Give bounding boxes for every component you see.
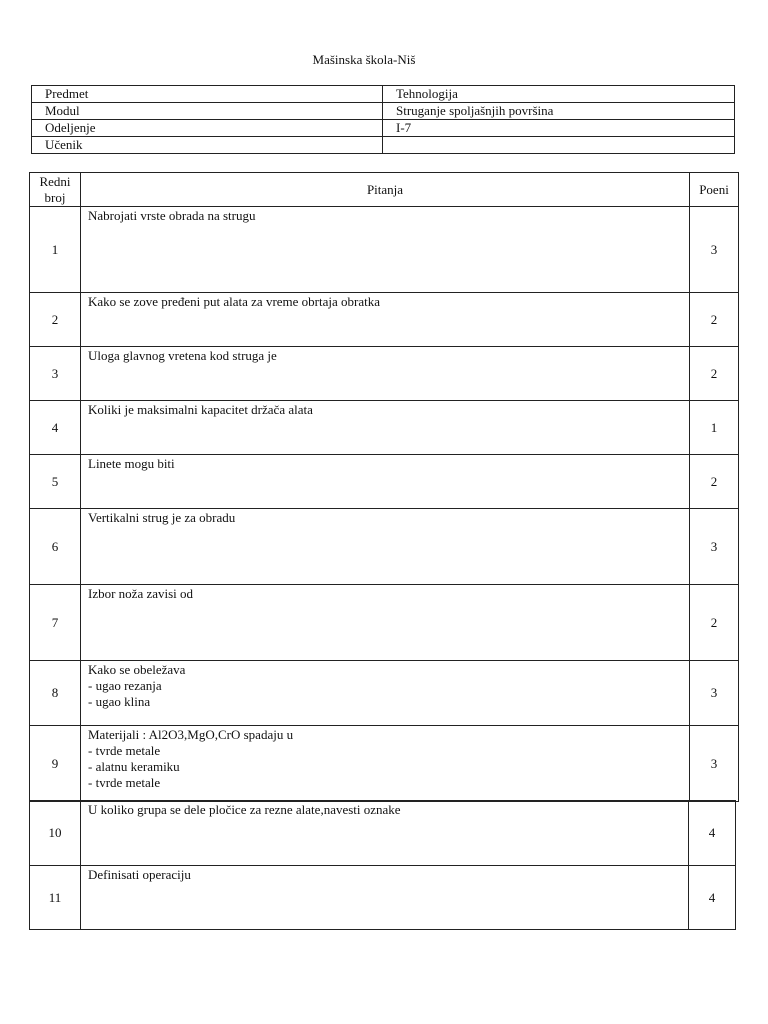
question-number: 5 (30, 455, 81, 509)
question-number: 4 (30, 401, 81, 455)
question-points: 3 (690, 207, 739, 293)
question-number: 9 (30, 726, 81, 802)
question-number: 1 (30, 207, 81, 293)
info-row-class (32, 120, 735, 137)
question-number: 11 (30, 866, 81, 930)
question-text: Uloga glavnog vretena kod struga je (81, 347, 690, 401)
table-row (30, 207, 739, 293)
question-points: 2 (690, 293, 739, 347)
info-label: Modul (32, 103, 383, 120)
question-points: 2 (690, 455, 739, 509)
question-points: 3 (690, 726, 739, 802)
info-value: I-7 (383, 120, 735, 137)
info-value: Tehnologija (383, 86, 735, 103)
question-points: 2 (690, 585, 739, 661)
table-row (30, 726, 739, 802)
questions-table-continued (29, 800, 736, 930)
question-points: 1 (690, 401, 739, 455)
info-label: Predmet (32, 86, 383, 103)
school-title: Mašinska škola-Niš (312, 52, 416, 67)
question-text: Vertikalni strug je za obradu (81, 509, 690, 585)
question-text: U koliko grupa se dele pločice za rezne alate,navesti oznake (81, 801, 689, 866)
question-number: 2 (30, 293, 81, 347)
question-number: 3 (30, 347, 81, 401)
table-row (30, 293, 739, 347)
question-text: Kako se obeležava - ugao rezanja - ugao klina (81, 661, 690, 726)
question-text: Kako se zove pređeni put alata za vreme obrtaja obratka (81, 293, 690, 347)
question-text: Linete mogu biti (81, 455, 690, 509)
table-row (30, 585, 739, 661)
table-row (30, 401, 739, 455)
info-row-subject (32, 86, 735, 103)
question-number: 6 (30, 509, 81, 585)
header-number: Redni broj (30, 173, 81, 207)
question-points: 4 (689, 801, 736, 866)
info-row-module (32, 103, 735, 120)
info-table (31, 85, 735, 154)
table-row (30, 866, 736, 930)
question-points: 4 (689, 866, 736, 930)
question-points: 2 (690, 347, 739, 401)
info-label: Odeljenje (32, 120, 383, 137)
header-points: Poeni (690, 173, 739, 207)
header-question: Pitanja (81, 173, 690, 207)
question-number: 8 (30, 661, 81, 726)
question-points: 3 (690, 509, 739, 585)
table-row (30, 347, 739, 401)
table-header-row (30, 173, 739, 207)
table-row (30, 661, 739, 726)
info-row-student (32, 137, 735, 154)
question-text: Koliki je maksimalni kapacitet držača alata (81, 401, 690, 455)
info-label: Učenik (32, 137, 383, 154)
question-text: Nabrojati vrste obrada na strugu (81, 207, 690, 293)
question-text: Izbor noža zavisi od (81, 585, 690, 661)
question-text: Definisati operaciju (81, 866, 689, 930)
questions-table (29, 172, 739, 802)
question-number: 7 (30, 585, 81, 661)
question-number: 10 (30, 801, 81, 866)
table-row (30, 455, 739, 509)
table-row (30, 509, 739, 585)
info-value: Struganje spoljašnjih površina (383, 103, 735, 120)
table-row (30, 801, 736, 866)
student-name-field[interactable] (383, 137, 735, 154)
question-text: Materijali : Al2O3,MgO,CrO spadaju u - tvrde metale - alatnu keramiku - tvrde metale (81, 726, 690, 802)
question-points: 3 (690, 661, 739, 726)
